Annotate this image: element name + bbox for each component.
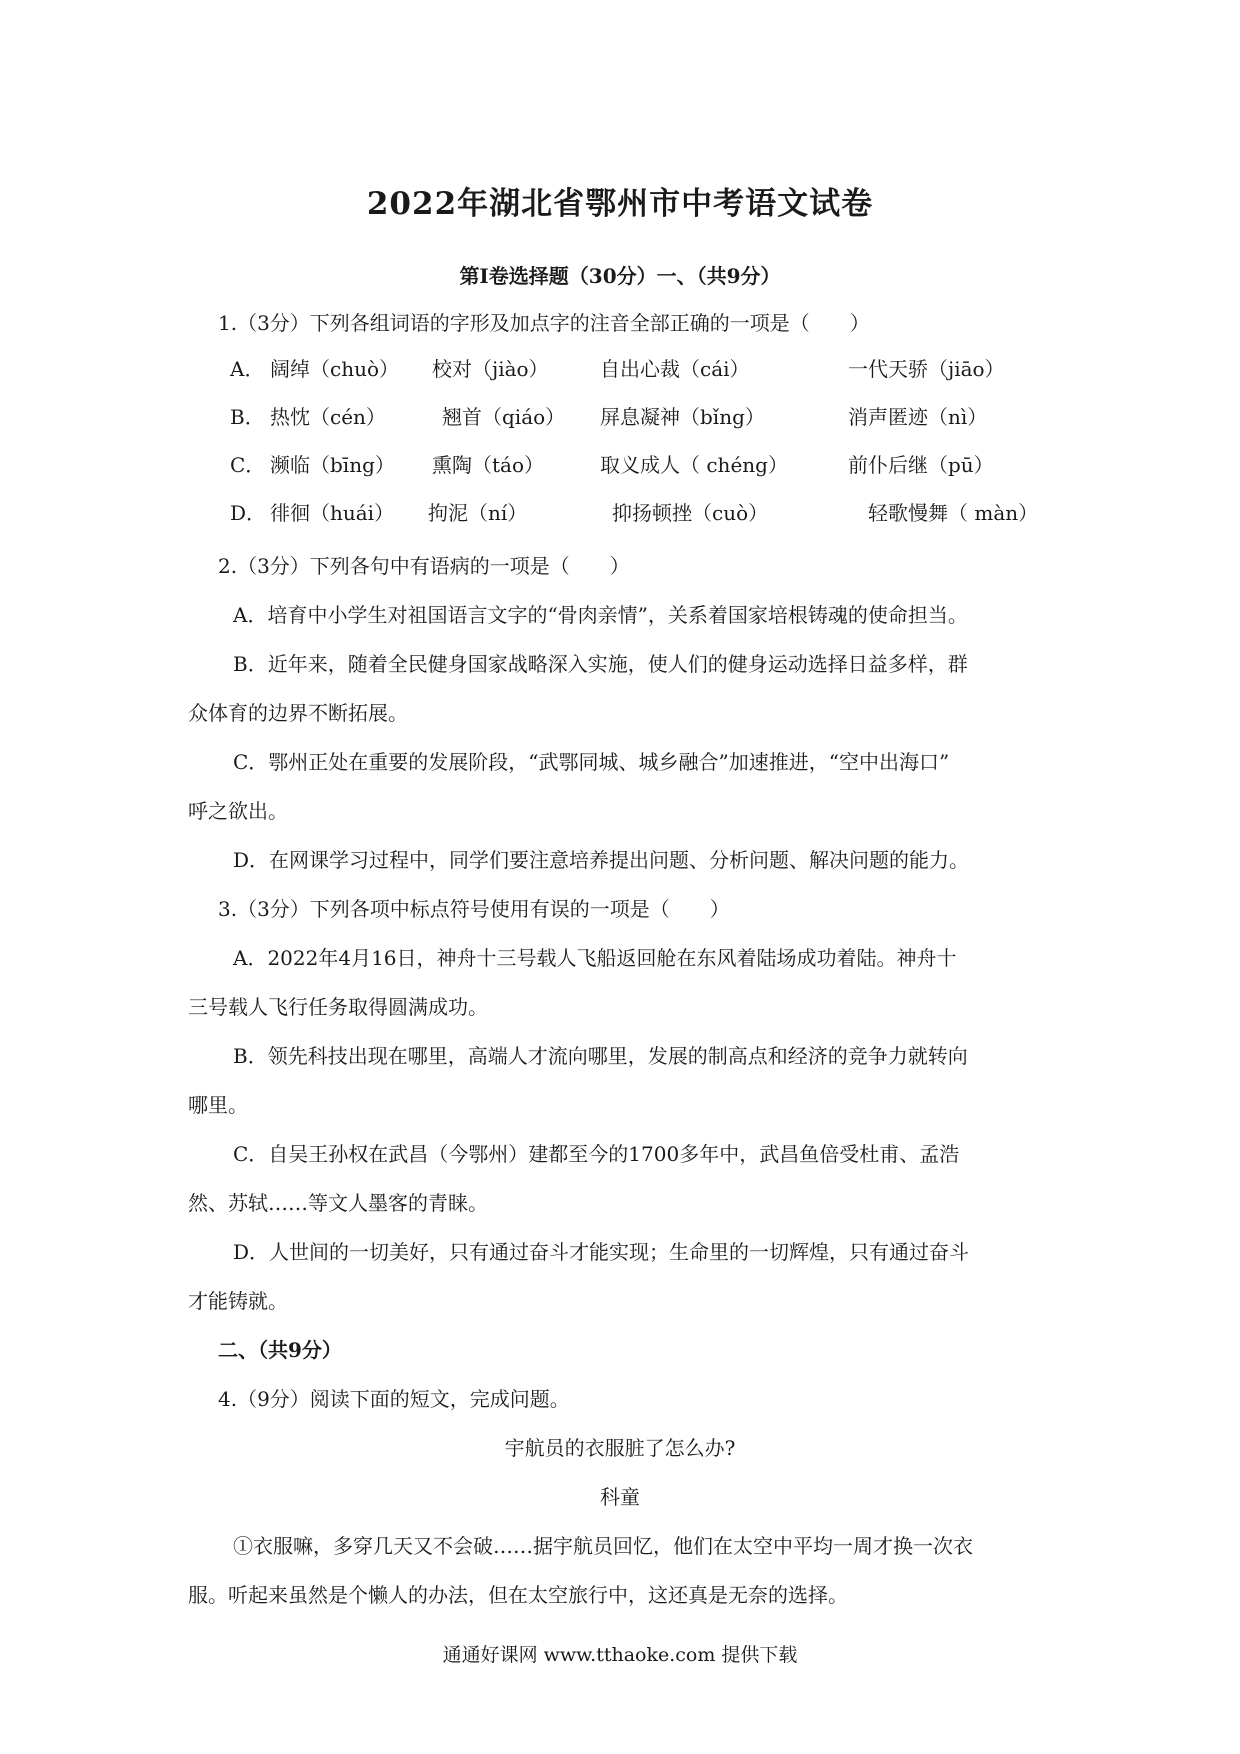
word: 濒临（bīng） <box>270 453 395 477</box>
word: 校对（jiào） <box>432 357 549 381</box>
q2-option-c-cont: 呼之欲出。 <box>188 799 288 823</box>
word: 熏陶（táo） <box>432 453 545 477</box>
word: 阔绰（chuò） <box>270 357 400 381</box>
word: 拘泥（ní） <box>428 501 528 525</box>
option-label: A． <box>230 357 265 381</box>
article-author: 科童 <box>600 1485 640 1509</box>
option-label: B． <box>230 405 265 429</box>
q2-option-c: C．鄂州正处在重要的发展阶段，“武鄂同城、城乡融合”加速推进，“空中出海口” <box>233 750 950 774</box>
q3-option-a-cont: 三号载人飞行任务取得圆满成功。 <box>188 995 488 1019</box>
word: 屏息凝神（bǐng） <box>600 405 765 429</box>
option-label: C． <box>230 453 266 477</box>
q3-option-a: A．2022年4月16日，神舟十三号载人飞船返回舱在东风着陆场成功着陆。神舟十 <box>233 946 957 970</box>
q3-option-b: B．领先科技出现在哪里，高端人才流向哪里，发展的制高点和经济的竞争力就转向 <box>233 1044 968 1068</box>
section-2-header: 二、（共9分） <box>218 1338 342 1362</box>
q2-stem: 2.（3分）下列各句中有语病的一项是（ ） <box>218 554 630 578</box>
q3-option-b-cont: 哪里。 <box>188 1093 248 1117</box>
word: 抑扬顿挫（cuò） <box>612 501 769 525</box>
q2-option-a: A．培育中小学生对祖国语言文字的“骨肉亲情”，关系着国家培根铸魂的使命担当。 <box>233 603 968 627</box>
word: 徘徊（huái） <box>270 501 395 525</box>
q1-option-b <box>230 401 1050 427</box>
word: 前仆后继（pū） <box>848 453 994 477</box>
q1-option-a <box>230 353 1050 379</box>
section-1-header: 第Ⅰ卷选择题（30分）一、（共9分） <box>459 264 781 288</box>
word: 轻歌慢舞（ màn） <box>868 501 1039 525</box>
word: 一代天骄（jiāo） <box>848 357 1005 381</box>
q3-option-d-cont: 才能铸就。 <box>188 1289 288 1313</box>
q4-stem: 4.（9分）阅读下面的短文，完成问题。 <box>218 1387 570 1411</box>
q2-option-b-cont: 众体育的边界不断拓展。 <box>188 701 408 725</box>
q3-option-d: D．人世间的一切美好，只有通过奋斗才能实现；生命里的一切辉煌，只有通过奋斗 <box>233 1240 970 1264</box>
q3-stem: 3.（3分）下列各项中标点符号使用有误的一项是（ ） <box>218 897 730 921</box>
q1-option-d <box>230 497 1050 523</box>
word: 自出心裁（cái） <box>600 357 750 381</box>
page-title: 2022年湖北省鄂州市中考语文试卷 <box>366 186 874 222</box>
q2-option-d: D．在网课学习过程中，同学们要注意培养提出问题、分析问题、解决问题的能力。 <box>233 848 970 872</box>
word: 取义成人（ chéng） <box>600 453 788 477</box>
article-paragraph-1: ①衣服嘛，多穿几天又不会破……据宇航员回忆，他们在太空中平均一周才换一次衣 <box>233 1534 973 1558</box>
page-footer: 通通好课网 www.tthaoke.com 提供下载 <box>442 1644 798 1666</box>
q1-stem: 1.（3分）下列各组词语的字形及加点字的注音全部正确的一项是（ ） <box>218 311 870 335</box>
article-paragraph-1-cont: 服。听起来虽然是个懒人的办法，但在太空旅行中，这还真是无奈的选择。 <box>188 1583 848 1607</box>
word: 热忱（cén） <box>270 405 386 429</box>
q3-option-c: C．自吴王孙权在武昌（今鄂州）建都至今的1700多年中，武昌鱼倍受杜甫、孟浩 <box>233 1142 960 1166</box>
q3-option-c-cont: 然、苏轼……等文人墨客的青睐。 <box>188 1191 488 1215</box>
q2-option-b: B．近年来，随着全民健身国家战略深入实施，使人们的健身运动选择日益多样，群 <box>233 652 968 676</box>
article-title: 宇航员的衣服脏了怎么办? <box>504 1436 736 1460</box>
q1-option-c <box>230 449 1050 475</box>
option-label: D． <box>230 501 267 525</box>
word: 消声匿迹（nì） <box>848 405 988 429</box>
word: 翘首（qiáo） <box>442 405 566 429</box>
